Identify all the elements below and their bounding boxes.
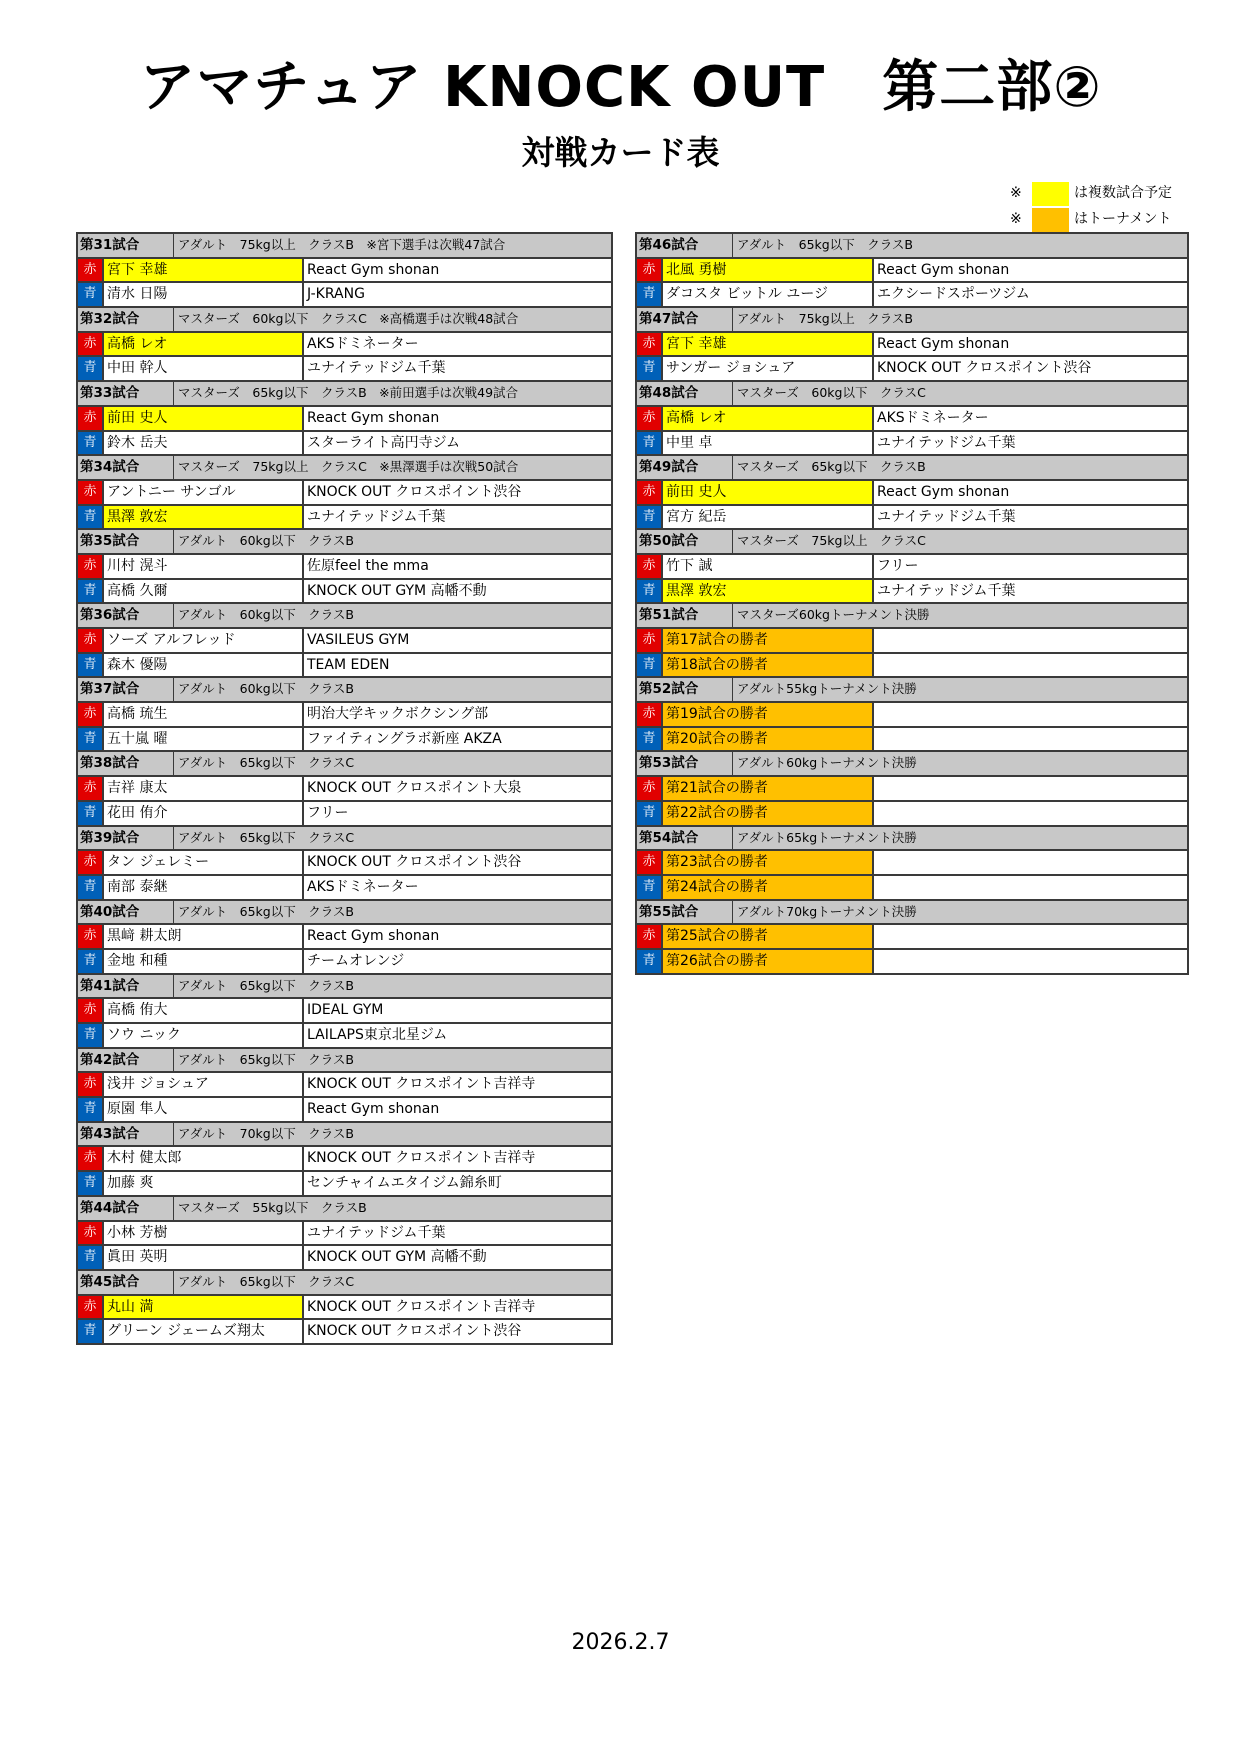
bout-header xyxy=(78,232,611,257)
blue-corner-row xyxy=(78,1318,611,1343)
fighter-name: 第17試合の勝者 xyxy=(661,629,872,652)
fighter-name: 吉祥 康太 xyxy=(102,777,302,800)
blue-corner-row xyxy=(78,1244,611,1269)
fighter-gym: AKSドミネーター xyxy=(302,876,611,899)
bout-number: 第47試合 xyxy=(639,311,699,328)
blue-corner-label: 青 xyxy=(637,654,661,677)
bout-description: アダルト 75kg以上 クラスB ※宮下選手は次戦47試合 xyxy=(173,234,611,257)
blue-corner-row xyxy=(78,430,611,455)
red-corner-label: 赤 xyxy=(637,259,661,282)
fighter-gym: センチャイムエタイジム錦糸町 xyxy=(302,1172,611,1195)
red-corner-row xyxy=(78,553,611,578)
blue-corner-row xyxy=(637,948,1187,973)
fighter-gym: KNOCK OUT クロスポイント渋谷 xyxy=(302,851,611,874)
fighter-name: 金地 和種 xyxy=(102,950,302,973)
fighter-name: 第26試合の勝者 xyxy=(661,950,872,973)
bout-number: 第51試合 xyxy=(639,607,699,624)
blue-corner-label: 青 xyxy=(78,876,102,899)
red-corner-label: 赤 xyxy=(78,703,102,726)
blue-corner-row xyxy=(637,652,1187,677)
fighter-gym: KNOCK OUT クロスポイント大泉 xyxy=(302,777,611,800)
red-corner-label: 赤 xyxy=(78,851,102,874)
legend-note-mark: ※ xyxy=(1010,211,1022,227)
red-corner-label: 赤 xyxy=(637,407,661,430)
red-corner-row xyxy=(78,1220,611,1245)
bout-description: マスターズ 60kg以下 クラスC ※高橋選手は次戦48試合 xyxy=(173,308,611,331)
bout-number: 第53試合 xyxy=(639,755,699,772)
red-corner-row xyxy=(637,923,1187,948)
blue-corner-row xyxy=(78,355,611,380)
fighter-gym: React Gym shonan xyxy=(302,259,611,282)
fighter-name: 五十嵐 曜 xyxy=(102,728,302,751)
blue-corner-row xyxy=(637,800,1187,825)
bout-header xyxy=(78,750,611,775)
red-corner-label: 赤 xyxy=(637,925,661,948)
bout-number: 第36試合 xyxy=(80,607,140,624)
fighter-name: 高橋 レオ xyxy=(102,333,302,356)
fighter-name: ソーズ アルフレッド xyxy=(102,629,302,652)
bout-number: 第33試合 xyxy=(80,385,140,402)
bout-table-left xyxy=(76,232,613,1345)
bout-description: アダルト 65kg以下 クラスB xyxy=(173,901,611,924)
red-corner-row xyxy=(78,1294,611,1319)
bout-header xyxy=(637,676,1187,701)
red-corner-row xyxy=(78,849,611,874)
blue-corner-row xyxy=(78,874,611,899)
fighter-name: 小林 芳樹 xyxy=(102,1222,302,1245)
blue-corner-label: 青 xyxy=(78,1098,102,1121)
red-corner-label: 赤 xyxy=(78,999,102,1022)
bout-header xyxy=(78,1121,611,1146)
red-corner-row xyxy=(637,405,1187,430)
bout-header xyxy=(637,380,1187,405)
blue-corner-row xyxy=(637,578,1187,603)
fighter-gym xyxy=(872,802,1187,825)
blue-corner-label: 青 xyxy=(637,950,661,973)
red-corner-row xyxy=(637,331,1187,356)
blue-corner-row xyxy=(637,430,1187,455)
bout-description: マスターズ60kgトーナメント決勝 xyxy=(732,604,1187,627)
bout-description: アダルト 65kg以下 クラスC xyxy=(173,1271,611,1294)
blue-corner-label: 青 xyxy=(78,1172,102,1195)
blue-corner-row xyxy=(637,874,1187,899)
fighter-gym: ユナイテッドジム千葉 xyxy=(302,357,611,380)
bout-description: アダルト 60kg以下 クラスB xyxy=(173,604,611,627)
fighter-name: 川村 滉斗 xyxy=(102,555,302,578)
red-corner-row xyxy=(637,257,1187,282)
bout-description: マスターズ 75kg以上 クラスC ※黒澤選手は次戦50試合 xyxy=(173,456,611,479)
fighter-name: 高橋 レオ xyxy=(661,407,872,430)
red-corner-label: 赤 xyxy=(637,629,661,652)
fighter-name: 宮下 幸雄 xyxy=(102,259,302,282)
bout-number: 第54試合 xyxy=(639,829,699,846)
fighter-name: 北風 勇樹 xyxy=(661,259,872,282)
red-corner-row xyxy=(78,923,611,948)
bout-header xyxy=(637,528,1187,553)
red-corner-label: 赤 xyxy=(637,333,661,356)
fighter-gym xyxy=(872,851,1187,874)
red-corner-row xyxy=(78,775,611,800)
red-corner-label: 赤 xyxy=(78,407,102,430)
fighter-gym: KNOCK OUT クロスポイント吉祥寺 xyxy=(302,1073,611,1096)
bout-description: マスターズ 75kg以上 クラスC xyxy=(732,530,1187,553)
fighter-name: 黒﨑 耕太朗 xyxy=(102,925,302,948)
bout-description: アダルト 65kg以下 クラスC xyxy=(173,827,611,850)
bout-header xyxy=(78,1195,611,1220)
bout-number: 第46試合 xyxy=(639,237,699,253)
bout-header xyxy=(78,380,611,405)
fighter-name: 中里 卓 xyxy=(661,432,872,455)
fighter-name: サンガー ジョシュア xyxy=(661,357,872,380)
bout-description: アダルト70kgトーナメント決勝 xyxy=(732,901,1187,924)
blue-corner-label: 青 xyxy=(78,1024,102,1047)
fighter-gym xyxy=(872,925,1187,948)
fighter-name: 原園 隼人 xyxy=(102,1098,302,1121)
legend-swatch-yellow xyxy=(1032,182,1069,206)
fighter-name: 丸山 満 xyxy=(102,1296,302,1319)
fighter-gym: React Gym shonan xyxy=(302,925,611,948)
fighter-gym xyxy=(872,703,1187,726)
bout-number: 第39試合 xyxy=(80,829,140,846)
bout-number: 第43試合 xyxy=(80,1125,140,1142)
bout-header xyxy=(78,1269,611,1294)
fighter-name: 鈴木 岳夫 xyxy=(102,432,302,455)
bout-description: アダルト55kgトーナメント決勝 xyxy=(732,678,1187,701)
bout-header xyxy=(78,602,611,627)
red-corner-row xyxy=(78,1071,611,1096)
fighter-gym: ユナイテッドジム千葉 xyxy=(302,1222,611,1245)
bout-number: 第50試合 xyxy=(639,533,699,550)
bout-header xyxy=(637,602,1187,627)
fighter-name: タン ジェレミー xyxy=(102,851,302,874)
bout-header xyxy=(78,899,611,924)
fighter-gym: KNOCK OUT GYM 高幡不動 xyxy=(302,580,611,603)
bout-header xyxy=(78,825,611,850)
bout-header xyxy=(637,899,1187,924)
fighter-name: 森木 優陽 xyxy=(102,654,302,677)
red-corner-label: 赤 xyxy=(78,1073,102,1096)
fighter-gym: ファイティングラボ新座 AKZA xyxy=(302,728,611,751)
bout-description: アダルト 60kg以下 クラスB xyxy=(173,678,611,701)
fighter-gym: フリー xyxy=(302,802,611,825)
fighter-gym: AKSドミネーター xyxy=(872,407,1187,430)
bout-description: アダルト 70kg以下 クラスB xyxy=(173,1123,611,1146)
bout-number: 第49試合 xyxy=(639,459,699,476)
blue-corner-label: 青 xyxy=(78,580,102,603)
blue-corner-label: 青 xyxy=(637,728,661,751)
blue-corner-label: 青 xyxy=(78,283,102,306)
blue-corner-label: 青 xyxy=(78,1246,102,1269)
blue-corner-row xyxy=(78,281,611,306)
fighter-gym: KNOCK OUT GYM 高幡不動 xyxy=(302,1246,611,1269)
fighter-gym: React Gym shonan xyxy=(302,407,611,430)
bout-description: アダルト 65kg以下 クラスC xyxy=(173,752,611,775)
fighter-gym: J-KRANG xyxy=(302,283,611,306)
bout-number: 第34試合 xyxy=(80,459,140,476)
red-corner-row xyxy=(637,849,1187,874)
red-corner-label: 赤 xyxy=(637,481,661,504)
fighter-name: 第25試合の勝者 xyxy=(661,925,872,948)
red-corner-label: 赤 xyxy=(78,259,102,282)
bout-number: 第52試合 xyxy=(639,681,699,698)
blue-corner-label: 青 xyxy=(78,357,102,380)
blue-corner-label: 青 xyxy=(78,728,102,751)
fighter-gym: ユナイテッドジム千葉 xyxy=(302,506,611,529)
bout-table-right xyxy=(635,232,1189,975)
red-corner-row xyxy=(78,479,611,504)
bout-description: アダルト 65kg以下 クラスB xyxy=(732,234,1187,257)
red-corner-label: 赤 xyxy=(78,1147,102,1170)
fighter-name: 竹下 誠 xyxy=(661,555,872,578)
fighter-gym: フリー xyxy=(872,555,1187,578)
red-corner-label: 赤 xyxy=(78,1296,102,1319)
fighter-gym: スターライト高円寺ジム xyxy=(302,432,611,455)
red-corner-row xyxy=(78,405,611,430)
fighter-gym: TEAM EDEN xyxy=(302,654,611,677)
fighter-gym xyxy=(872,876,1187,899)
fighter-name: 第24試合の勝者 xyxy=(661,876,872,899)
fighter-name: 前田 史人 xyxy=(661,481,872,504)
bout-description: アダルト 65kg以下 クラスB xyxy=(173,975,611,998)
blue-corner-label: 青 xyxy=(637,357,661,380)
fighter-name: 宮方 紀岳 xyxy=(661,506,872,529)
bout-header xyxy=(637,306,1187,331)
red-corner-label: 赤 xyxy=(78,481,102,504)
fighter-gym: LAILAPS東京北星ジム xyxy=(302,1024,611,1047)
fighter-gym: React Gym shonan xyxy=(872,333,1187,356)
legend-note-mark: ※ xyxy=(1010,185,1022,201)
bout-number: 第44試合 xyxy=(80,1199,140,1216)
fighter-name: 清水 日陽 xyxy=(102,283,302,306)
red-corner-row xyxy=(637,479,1187,504)
bout-number: 第55試合 xyxy=(639,903,699,920)
red-corner-row xyxy=(637,553,1187,578)
bout-description: マスターズ 65kg以下 クラスB xyxy=(732,456,1187,479)
bout-number: 第40試合 xyxy=(80,903,140,920)
bout-description: マスターズ 55kg以下 クラスB xyxy=(173,1197,611,1220)
fighter-gym xyxy=(872,950,1187,973)
bout-number: 第41試合 xyxy=(80,977,140,994)
legend-text-multi-bout: は複数試合予定 xyxy=(1074,185,1172,201)
red-corner-label: 赤 xyxy=(78,555,102,578)
fighter-name: 木村 健太郎 xyxy=(102,1147,302,1170)
fighter-name: ソウ ニック xyxy=(102,1024,302,1047)
bout-header xyxy=(78,1047,611,1072)
bout-header xyxy=(637,232,1187,257)
bout-header xyxy=(637,750,1187,775)
fighter-gym xyxy=(872,654,1187,677)
red-corner-row xyxy=(78,997,611,1022)
blue-corner-label: 青 xyxy=(637,506,661,529)
fighter-name: 中田 幹人 xyxy=(102,357,302,380)
fighter-name: 第18試合の勝者 xyxy=(661,654,872,677)
bout-number: 第48試合 xyxy=(639,385,699,402)
bout-number: 第35試合 xyxy=(80,533,140,550)
bout-number: 第42試合 xyxy=(80,1051,140,1068)
bout-description: マスターズ 65kg以下 クラスB ※前田選手は次戦49試合 xyxy=(173,382,611,405)
red-corner-row xyxy=(78,331,611,356)
fighter-gym: 佐原feel the mma xyxy=(302,555,611,578)
blue-corner-row xyxy=(78,652,611,677)
fighter-gym: React Gym shonan xyxy=(302,1098,611,1121)
red-corner-row xyxy=(637,701,1187,726)
bout-header xyxy=(78,306,611,331)
fighter-name: 眞田 英明 xyxy=(102,1246,302,1269)
blue-corner-label: 青 xyxy=(637,802,661,825)
fighter-gym: KNOCK OUT クロスポイント渋谷 xyxy=(302,481,611,504)
fighter-name: グリーン ジェームズ翔太 xyxy=(102,1320,302,1343)
red-corner-row xyxy=(637,627,1187,652)
fighter-gym: React Gym shonan xyxy=(872,481,1187,504)
fighter-name: 高橋 久爾 xyxy=(102,580,302,603)
bout-header xyxy=(78,973,611,998)
blue-corner-row xyxy=(78,578,611,603)
red-corner-row xyxy=(78,1145,611,1170)
bout-description: アダルト 65kg以下 クラスB xyxy=(173,1049,611,1072)
blue-corner-row xyxy=(78,726,611,751)
fighter-gym: チームオレンジ xyxy=(302,950,611,973)
fighter-name: 高橋 琉生 xyxy=(102,703,302,726)
fighter-name: ダコスタ ビットル ユージ xyxy=(661,283,872,306)
blue-corner-label: 青 xyxy=(78,1320,102,1343)
fighter-gym: KNOCK OUT クロスポイント吉祥寺 xyxy=(302,1147,611,1170)
fighter-name: 第23試合の勝者 xyxy=(661,851,872,874)
page-subtitle: 対戦カード表 xyxy=(521,133,720,172)
fighter-gym: AKSドミネーター xyxy=(302,333,611,356)
bout-description: アダルト60kgトーナメント決勝 xyxy=(732,752,1187,775)
blue-corner-label: 青 xyxy=(637,876,661,899)
blue-corner-label: 青 xyxy=(78,506,102,529)
fighter-gym xyxy=(872,777,1187,800)
blue-corner-row xyxy=(78,504,611,529)
fighter-name: アントニー サンゴル xyxy=(102,481,302,504)
fighter-gym: KNOCK OUT クロスポイント渋谷 xyxy=(302,1320,611,1343)
blue-corner-row xyxy=(637,504,1187,529)
fighter-name: 高橋 侑大 xyxy=(102,999,302,1022)
fighter-gym xyxy=(872,728,1187,751)
fighter-gym: KNOCK OUT クロスポイント渋谷 xyxy=(872,357,1187,380)
fighter-name: 第22試合の勝者 xyxy=(661,802,872,825)
fighter-gym: ユナイテッドジム千葉 xyxy=(872,432,1187,455)
fighter-name: 宮下 幸雄 xyxy=(661,333,872,356)
fighter-name: 黒澤 敦宏 xyxy=(102,506,302,529)
bout-description: アダルト 60kg以下 クラスB xyxy=(173,530,611,553)
fighter-gym: KNOCK OUT クロスポイント吉祥寺 xyxy=(302,1296,611,1319)
fighter-name: 黒澤 敦宏 xyxy=(661,580,872,603)
blue-corner-label: 青 xyxy=(78,802,102,825)
fighter-name: 前田 史人 xyxy=(102,407,302,430)
legend-swatch-orange xyxy=(1032,208,1069,232)
bout-number: 第37試合 xyxy=(80,681,140,698)
red-corner-label: 赤 xyxy=(78,1222,102,1245)
fighter-gym: React Gym shonan xyxy=(872,259,1187,282)
red-corner-label: 赤 xyxy=(637,555,661,578)
blue-corner-label: 青 xyxy=(637,432,661,455)
red-corner-label: 赤 xyxy=(637,851,661,874)
blue-corner-row xyxy=(78,1022,611,1047)
bout-header xyxy=(78,528,611,553)
bout-header xyxy=(78,454,611,479)
bout-number: 第45試合 xyxy=(80,1273,140,1290)
blue-corner-row xyxy=(78,1096,611,1121)
blue-corner-row xyxy=(78,948,611,973)
blue-corner-label: 青 xyxy=(637,283,661,306)
bout-header xyxy=(637,454,1187,479)
blue-corner-label: 青 xyxy=(78,950,102,973)
fighter-gym: 明治大学キックボクシング部 xyxy=(302,703,611,726)
fighter-gym xyxy=(872,629,1187,652)
fighter-gym: VASILEUS GYM xyxy=(302,629,611,652)
bout-description: アダルト 75kg以上 クラスB xyxy=(732,308,1187,331)
red-corner-label: 赤 xyxy=(637,777,661,800)
red-corner-row xyxy=(78,627,611,652)
fighter-name: 南部 泰継 xyxy=(102,876,302,899)
blue-corner-row xyxy=(637,726,1187,751)
fighter-name: 加藤 爽 xyxy=(102,1172,302,1195)
bout-number: 第38試合 xyxy=(80,755,140,772)
bout-number: 第31試合 xyxy=(80,237,140,253)
bout-header xyxy=(637,825,1187,850)
bout-number: 第32試合 xyxy=(80,311,140,328)
blue-corner-row xyxy=(78,1170,611,1195)
blue-corner-label: 青 xyxy=(78,654,102,677)
fighter-name: 第20試合の勝者 xyxy=(661,728,872,751)
fighter-name: 浅井 ジョシュア xyxy=(102,1073,302,1096)
red-corner-row xyxy=(637,775,1187,800)
bout-description: アダルト65kgトーナメント決勝 xyxy=(732,827,1187,850)
red-corner-label: 赤 xyxy=(78,333,102,356)
fighter-name: 花田 侑介 xyxy=(102,802,302,825)
blue-corner-label: 青 xyxy=(78,432,102,455)
page-title: アマチュア KNOCK OUT 第二部② xyxy=(139,55,1102,120)
fighter-name: 第19試合の勝者 xyxy=(661,703,872,726)
red-corner-row xyxy=(78,257,611,282)
fighter-gym: エクシードスポーツジム xyxy=(872,283,1187,306)
bout-description: マスターズ 60kg以下 クラスC xyxy=(732,382,1187,405)
red-corner-label: 赤 xyxy=(78,777,102,800)
fighter-gym: ユナイテッドジム千葉 xyxy=(872,506,1187,529)
red-corner-label: 赤 xyxy=(637,703,661,726)
blue-corner-label: 青 xyxy=(637,580,661,603)
red-corner-label: 赤 xyxy=(78,925,102,948)
bout-header xyxy=(78,676,611,701)
blue-corner-row xyxy=(637,355,1187,380)
red-corner-label: 赤 xyxy=(78,629,102,652)
legend-text-tournament: はトーナメント xyxy=(1074,211,1172,227)
footer-date: 2026.2.7 xyxy=(571,1630,670,1655)
blue-corner-row xyxy=(637,281,1187,306)
red-corner-row xyxy=(78,701,611,726)
fighter-name: 第21試合の勝者 xyxy=(661,777,872,800)
fighter-gym: ユナイテッドジム千葉 xyxy=(872,580,1187,603)
fighter-gym: IDEAL GYM xyxy=(302,999,611,1022)
blue-corner-row xyxy=(78,800,611,825)
